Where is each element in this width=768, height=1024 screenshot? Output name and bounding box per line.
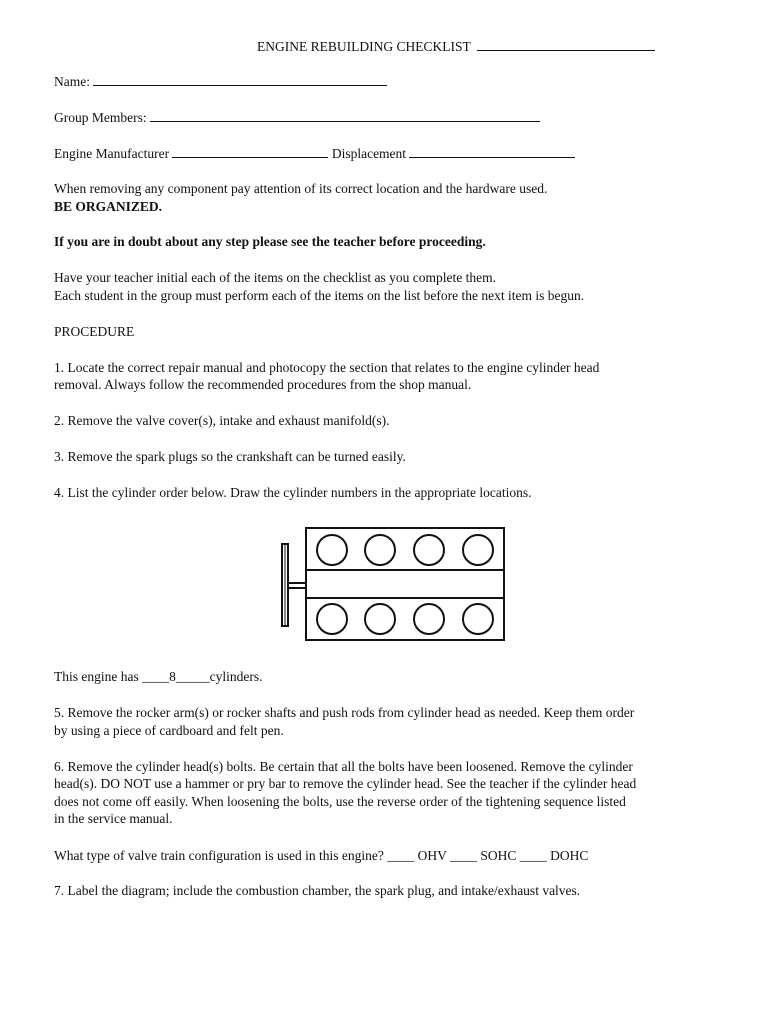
cylinder-2-circle	[365, 535, 395, 565]
intro-line-4: Have your teacher initial each of the items on the checklist as you complete them.	[54, 270, 496, 285]
cylinder-1-circle	[317, 535, 347, 565]
name-row	[54, 73, 387, 91]
step-6-line-1: 6. Remove the cylinder head(s) bolts. Be certain that all the bolts have been loosened. Remove the cylinder	[54, 759, 633, 774]
crankcase-valley	[306, 570, 504, 598]
intro-line-1: When removing any component pay attention of its correct location and the hardware used.	[54, 181, 548, 196]
cylinder-5-circle	[317, 604, 347, 634]
displacement-label: Displacement	[331, 146, 407, 161]
intro-line-3: If you are in doubt about any step please see the teacher before proceeding.	[54, 234, 486, 249]
engine-block-diagram	[274, 526, 508, 644]
cylinder-4-circle	[463, 535, 493, 565]
cylinder-count-line: This engine has ____8_____cylinders.	[54, 669, 263, 684]
step-6-line-2: head(s). DO NOT use a hammer or pry bar to remove the cylinder head. See the teacher if the cylinder head	[54, 776, 637, 791]
step-4: 4. List the cylinder order below. Draw the cylinder numbers in the appropriate locations.	[54, 485, 532, 500]
step-6-line-3: does not come off easily. When loosening the bolts, use the reverse order of the tightening sequence listed	[54, 794, 626, 809]
cylinder-6-circle	[365, 604, 395, 634]
page-title	[257, 38, 655, 55]
name-label: Name:	[54, 74, 90, 89]
procedure-heading: PROCEDURE	[54, 324, 135, 339]
valve-train-question: What type of valve train configuration is used in this engine? ____ OHV ____ SOHC ____ DOHC	[54, 848, 589, 863]
step-7: 7. Label the diagram; include the combustion chamber, the spark plug, and intake/exhaust valves.	[54, 883, 581, 898]
engine-block-outline	[306, 528, 504, 640]
displacement-field[interactable]	[409, 145, 575, 158]
step-5-line-2: by using a piece of cardboard and felt pen.	[54, 723, 284, 738]
title-underline	[477, 38, 655, 51]
name-field[interactable]	[93, 73, 387, 86]
cylinder-8-circle	[463, 604, 493, 634]
step-1-line-2: removal. Always follow the recommended procedures from the shop manual.	[54, 377, 472, 392]
group-field[interactable]	[150, 109, 540, 122]
manufacturer-label: Engine Manufacturer	[54, 146, 170, 161]
title-text: ENGINE REBUILDING CHECKLIST	[257, 39, 471, 54]
step-3: 3. Remove the spark plugs so the crankshaft can be turned easily.	[54, 449, 406, 464]
manufacturer-row	[54, 145, 575, 163]
step-2: 2. Remove the valve cover(s), intake and exhaust manifold(s).	[54, 413, 390, 428]
step-1-line-1: 1. Locate the correct repair manual and photocopy the section that relates to the engine cylinder head	[54, 360, 600, 375]
cylinder-3-circle	[414, 535, 444, 565]
group-row	[54, 109, 540, 127]
intro-line-2: BE ORGANIZED.	[54, 199, 163, 214]
cylinder-7-circle	[414, 604, 444, 634]
intro-line-5: Each student in the group must perform each of the items on the list before the next item is begun.	[54, 288, 585, 303]
step-6-line-4: in the service manual.	[54, 811, 173, 826]
manufacturer-field[interactable]	[172, 145, 328, 158]
group-label: Group Members:	[54, 110, 147, 125]
step-5-line-1: 5. Remove the rocker arm(s) or rocker shafts and push rods from cylinder head as needed. Keep them order	[54, 705, 635, 720]
